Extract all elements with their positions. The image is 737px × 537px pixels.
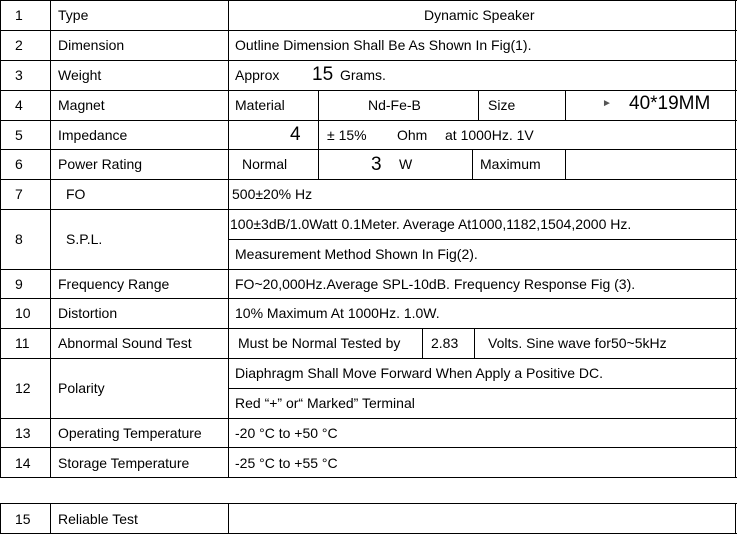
row-number: 6 (15, 156, 23, 172)
magnet-size-value: 40*19MM (629, 93, 711, 114)
row-item: Frequency Range (58, 276, 170, 292)
row-item: FO (66, 186, 86, 202)
row-item: Dimension (58, 37, 125, 53)
row-number: 8 (15, 231, 23, 247)
abnormal-test-prefix: Must be Normal Tested by (238, 335, 401, 351)
weight-value: 15 (312, 64, 334, 85)
row-value: -20 °C to +50 °C (235, 425, 338, 441)
row-number: 15 (15, 511, 31, 527)
row-value: Dynamic Speaker (424, 7, 535, 23)
speaker-icon: ► (602, 98, 612, 109)
row-value: FO~20,000Hz.Average SPL-10dB. Frequency Response Fig (3). (235, 276, 636, 292)
magnet-size-label: Size (488, 97, 516, 113)
magnet-material-value: Nd-Fe-B (368, 97, 421, 113)
impedance-tolerance: ± 15% (327, 127, 367, 143)
power-normal-label: Normal (242, 156, 288, 172)
row-item: Magnet (58, 97, 105, 113)
row-item: Storage Temperature (58, 455, 190, 471)
weight-unit: Grams. (340, 67, 386, 83)
row-item: Distortion (58, 305, 118, 321)
row-item: Impedance (58, 127, 128, 143)
row-value: -25 °C to +55 °C (235, 455, 338, 471)
impedance-unit: Ohm (397, 127, 428, 143)
row-value: 10% Maximum At 1000Hz. 1.0W. (235, 305, 440, 321)
power-unit: W (399, 156, 413, 172)
row-number: 3 (15, 67, 23, 83)
abnormal-test-suffix: Volts. Sine wave for50~5kHz (488, 335, 667, 351)
power-maximum-label: Maximum (480, 156, 541, 172)
row-item: Polarity (58, 380, 105, 396)
row-number: 11 (15, 335, 30, 351)
spl-line2: Measurement Method Shown In Fig(2). (235, 246, 478, 262)
row-value: 500±20% Hz (232, 186, 313, 202)
row-number: 13 (15, 425, 31, 441)
row-number: 4 (15, 97, 23, 113)
row-item: S.P.L. (66, 231, 103, 247)
weight-prefix: Approx (235, 67, 280, 83)
row-item: Type (58, 7, 89, 23)
power-normal-value: 3 (371, 154, 382, 175)
polarity-line2: Red “+” or“ Marked” Terminal (235, 395, 415, 411)
row-number: 2 (15, 37, 23, 53)
row-item: Weight (58, 67, 102, 83)
abnormal-test-voltage: 2.83 (431, 335, 459, 351)
magnet-material-label: Material (235, 97, 285, 113)
row-value: Outline Dimension Shall Be As Shown In Fig(1). (235, 37, 532, 53)
row-number: 5 (15, 127, 23, 143)
row-item: Reliable Test (58, 511, 138, 527)
row-item: Operating Temperature (58, 425, 202, 441)
row-number: 7 (15, 186, 23, 202)
row-number: 1 (15, 7, 23, 23)
row-number: 10 (15, 305, 31, 321)
impedance-condition: at 1000Hz. 1V (445, 127, 534, 143)
spl-line1: 100±3dB/1.0Watt 0.1Meter. Average At1000,1182,1504,2000 Hz. (230, 216, 632, 232)
polarity-line1: Diaphragm Shall Move Forward When Apply a Positive DC. (235, 365, 604, 381)
impedance-value: 4 (290, 124, 301, 145)
row-number: 9 (15, 276, 23, 292)
row-item: Power Rating (58, 156, 143, 172)
row-number: 12 (15, 380, 31, 396)
row-number: 14 (15, 455, 31, 471)
row-item: Abnormal Sound Test (58, 335, 192, 351)
